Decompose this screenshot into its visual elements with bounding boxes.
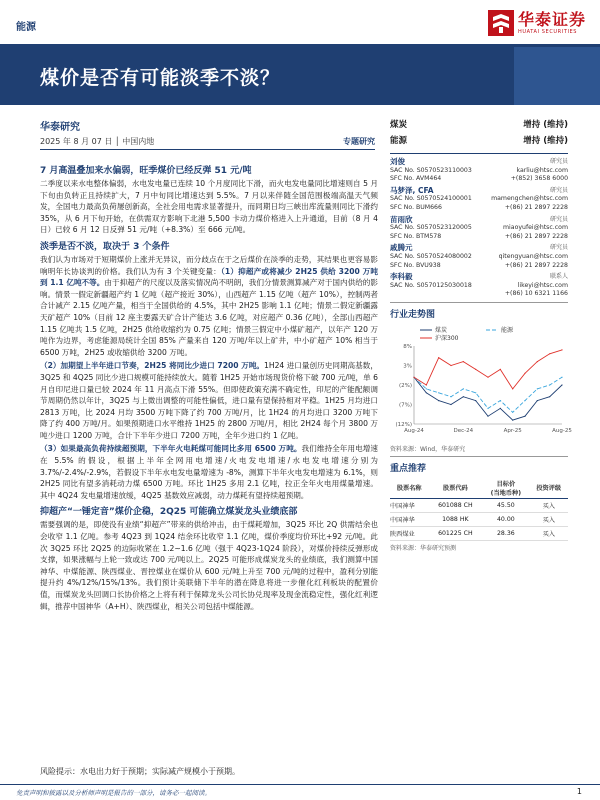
rating-value: 增持 (维持) [523,120,568,130]
paragraph-text: 由于抑超产的尺度以及落实情况尚不明朗，我们分情景测算减产对于国内供给的影响。情景一假定新疆超产约 1 亿吨（超产接近 30%），山西超产 1.15 亿吨（超产 10%），控制两者合计减产 2.15 亿吨产量，相当于全国供给的 4.5%，其中 2H25 影响 1.1 亿吨；情景二假定新疆露天矿超产 10%（目前 12 座主要露天矿合计产能达 3.6 亿吨，对应超产 0.36 亿吨），全部山西超产 1.15 亿吨共 1.5 亿吨，2H25 供给收缩约为 0.75 亿吨；情景三假定中小煤矿超产，以年产 120 万吨作为边界，考虑能源局统计全国 85% 产量来自 120 万吨/年以上矿井，中小矿超产 10% 相当于 6500 万吨，2H25 或收缩供给 3200 万吨。 [40,278,378,357]
paragraph [40,360,378,441]
analyst-phone: +(852) 3658 6000 [510,175,568,183]
sidebar-rule [390,302,568,303]
sidebar-rule [390,456,568,457]
series-point [500,369,501,370]
series-point [537,361,538,362]
analyst-role: 研究员 [549,244,568,252]
disclaimer: 免责声明和披露以及分析师声明是报告的一部分，请务必一起阅读。 [16,789,211,797]
paragraph [40,519,378,612]
series-point [561,384,562,385]
legend-label: 能源 [501,326,514,334]
series-point [463,388,464,389]
analyst-name: 李科毅 [390,272,413,282]
analyst-card [390,216,568,242]
y-tick-label: 3% [403,363,412,370]
col-head-target-unit: (当地币种) [490,489,522,497]
chart-svg [390,324,572,442]
paragraph-text: 1H24 进口量创历史同期高基数，3Q25 和 4Q25 同比少进口规模可能持续放大。随着 1H25 开始市场现货价格下破 700 元/吨，单 6 月自印尼进口量已较 2024 年 11 月高点下滑 55%。但即使政策充满不确定性，印尼的产能配额调节周期仍然以年计，3Q25 与上微出调整的可能性偏低，进口量有望保持相对平稳。1H25 月均进口 2813 万吨，比 2024 月均 3500 万吨下降了约 700 万吨/月，比 1H24 的月均进口 3200 万吨下降了约 400 万吨/月。如果预期进口水平维持 1H25 的 2800 万吨/月，相比 2H24 每个月 3800 万吨少进口 1200 万吨，合计下半年少进口 7200 万吨，全年少进口约 1 亿吨。 [40,361,378,440]
table-title: 重点推荐 [390,463,427,474]
series-point [512,419,513,420]
paragraph [40,178,378,236]
analyst-email[interactable]: karliu@htsc.com [516,166,568,174]
recommendation-table [390,478,568,541]
rating-sector: 煤炭 [390,120,408,130]
analyst-card [390,187,568,213]
cell-rating: 买入 [530,512,569,526]
table-row [390,512,568,526]
legend-label: 沪深300 [435,334,459,342]
analyst-role: 联系人 [549,273,568,281]
y-tick-label: (12%) [395,421,412,428]
cell-name: 中国神华 [390,512,428,526]
cell-name: 陕西煤业 [390,526,428,540]
risk-note: 风险提示：水电出力好于预期；实际减产规模小于预期。 [40,767,240,776]
analyst-sac: SAC No. S0570524100001 [390,195,472,203]
research-brand: 华泰研究 [40,122,80,133]
series-point [438,357,439,358]
series-point [524,400,525,401]
series-point [438,392,439,393]
col-head-target [482,478,529,499]
series-point [450,396,451,397]
paragraph-lead: （1）抑超产或将减少 2H25 供给 3200 万吨到 1.1 亿吨不等。 [40,266,378,288]
huatai-logo-icon [488,10,514,36]
analyst-sfc: SFC No. BTM578 [390,232,442,240]
series-point [512,388,513,389]
meta-rule [40,149,375,150]
legend-label: 煤炭 [435,326,448,334]
analyst-sfc: SFC No. BVU938 [390,261,441,269]
series-point [537,400,538,401]
analyst-card [390,244,568,270]
table-body [390,498,568,540]
rating-row [390,118,568,134]
logo-name-cn: 华泰证券 [517,10,586,29]
ratings [390,118,568,150]
col-head-name: 股票名称 [390,478,428,499]
paragraph-lead: （3）如果最高负荷持续超预期，下半年火电耗煤可能同比多用 6500 万吨。 [40,444,302,454]
series-point [426,388,427,389]
series-point [487,377,488,378]
analyst-name: 苗雨欣 [390,214,413,224]
report-meta [40,118,375,146]
analyst-phone: +(86) 10 6321 1166 [504,290,568,298]
report-date: 2025 年 8 月 07 日 │ 中国内地 [40,137,155,146]
x-tick-label: Dec-24 [453,427,474,434]
paragraph-text: 二季度以来水电整体偏弱，水电发电量已连续 10 个月度同比下滑，而火电发电量同比增速则自 5 月下旬由负转正且持续扩大，7 月中旬同比增速达到 5.5%。7 月以来伴随全国范围极端高温天气频发，全国电力最高负荷屡创新高，全社会用电需求显著提升，而同期日均三峡出库流量则同比下滑约 35%，从 6 月下旬开始，在供需双方影响下北港 5,500 卡动力煤价格进入上升通道，目前（8 月 4 日）已较 6 月 12 日反弹 51 元/吨（+8.3%）至 666 元/吨。 [40,179,378,235]
rating-value: 增持 (维持) [523,136,568,146]
analyst-sac: SAC No. S0570524080002 [390,252,472,260]
analyst-role: 研究员 [549,158,568,165]
series-point [549,396,550,397]
footer-rule [0,784,600,785]
y-tick-label: 8% [403,343,412,350]
page-number: 1 [576,787,582,796]
rating-row [390,134,568,150]
paragraph-text: 我们维持全年用电增速在 5.5% 的假设，根据上半年全网用电增速/火电发电增速/水电发电增速分别为 3.7%/-2.4%/-2.9%，若假设下半年水电发电量增速为 -8%，测算下半年火电发电增速为 6.1%，则 2H25 同比有望多消耗动力煤 6500 万吨。环比 1H25 多用 2.1 亿吨，拉正全年火电用煤量增速。其中 4Q24 发电量增速放缓，4Q25 基数效应减弱，动力煤耗有望持续超预期。 [40,444,379,500]
col-head-target-label: 目标价 [496,480,516,488]
sector-tag: 能源 [16,22,36,33]
logo-name-en: HUATAI SECURITIES [517,29,578,35]
analyst-email[interactable]: likeyi@htsc.com [517,281,568,289]
series-line-2 [414,377,562,412]
industry-trend-chart [390,324,572,442]
analyst-role: 研究员 [549,215,568,223]
rating-sector: 能源 [390,136,408,146]
analyst-sfc: SFC No. BUM666 [390,203,442,211]
y-tick-label: (2%) [398,382,412,389]
chart-title: 行业走势图 [390,309,436,320]
series-point [475,392,476,393]
series-line-1 [414,377,562,420]
x-tick-label: Aug-25 [552,427,572,434]
x-tick-label: Apr-25 [503,427,522,434]
report-title: 煤价是否有可能淡季不淡？ [40,67,281,89]
cell-rating: 买入 [530,498,569,512]
series-point [413,377,414,378]
sidebar [390,118,572,552]
cell-code: 601088 CH [428,498,482,512]
series-point [463,361,464,362]
table-row [390,526,568,540]
title-band [0,47,600,105]
cell-rating: 买入 [530,526,569,540]
report-body [40,160,378,614]
series-point [561,349,562,350]
series-point [450,365,451,366]
cell-code: 601225 CH [428,526,482,540]
series-point [524,416,525,417]
analyst-phone: +(86) 21 2897 2228 [504,203,568,211]
cell-target: 40.00 [482,512,529,526]
series-point [500,400,501,401]
table-source: 资料来源：华泰研究预测 [390,544,457,552]
analyst-sac: SAC No. S0570523120005 [390,224,472,232]
paragraph [40,443,378,501]
section-heading: 淡季是否不淡，取决于 3 个条件 [40,241,170,252]
analyst-sac: SAC No. S0570523110003 [390,166,472,174]
analyst-email[interactable]: mamengchen@htsc.com [491,195,568,203]
series-point [500,408,501,409]
series-point [537,388,538,389]
paragraph-text: 我们认为市场对于短期煤价上涨并无异议，而分歧点在于之后煤价在淡季的走势，其结果也更容易影响明年长协谈判的价格。我们认为有 3 个关键变量： [40,254,378,276]
paragraph [40,254,378,358]
x-tick-label: Aug-24 [404,427,424,434]
analyst-name: 马梦泽, CFA [390,185,434,195]
series-point [487,408,488,409]
table-row [390,498,568,512]
series-point [450,404,451,405]
series-point [426,392,427,393]
top-bar [0,0,600,48]
chart-source: 资料来源：Wind，华泰研究 [390,445,466,453]
series-point [475,400,476,401]
cell-target: 28.36 [482,526,529,540]
huatai-logo [488,10,586,36]
analyst-email[interactable]: miaoyufei@htsc.com [503,224,568,232]
series-point [475,369,476,370]
series-point [524,373,525,374]
analyst-role: 研究员 [549,186,568,194]
series-point [549,384,550,385]
analyst-sfc: SFC No. AVM464 [390,175,442,183]
analyst-name: 刘俊 [390,157,405,166]
analyst-card [390,273,568,299]
series-point [487,416,488,417]
analyst-list [390,158,568,299]
paragraph-lead: （2）加期望上半年进口节奏，2H25 将同比少进口 7200 万吨。 [40,361,265,371]
col-head-rating: 投资评级 [530,478,569,499]
analyst-name: 戚腾元 [390,243,413,253]
cell-code: 1088 HK [428,512,482,526]
analyst-card [390,158,568,184]
series-line-3 [414,350,562,389]
title-band-stripe [514,47,600,105]
series-point [549,353,550,354]
series-point [561,377,562,378]
col-head-code: 股票代码 [428,478,482,499]
y-tick-label: (7%) [398,402,412,409]
series-point [512,412,513,413]
analyst-email[interactable]: qitengyuan@htsc.com [498,252,568,260]
series-point [426,384,427,385]
series-point [438,400,439,401]
analyst-phone: +(86) 21 2897 2228 [504,232,568,240]
paragraph-text: 需要强调的是，即使没有业绩“抑超产”带来的供给冲击，由于煤耗增加，3Q25 环比 2Q 供需结余也会收窄 1.1 亿吨。参考 4Q23 到 1Q24 结余环比收窄 1.1 亿吨，煤价季度均价环比+92 元/吨。此次 3Q25 环比 2Q25 的边际收紧在 1.2~1.6 亿吨（强于 4Q23-1Q24 阶段），对煤价持续反弹形成支撑，如果涨幅与上轮一致或达 700 元/吨以上。2Q25 可能形成煤炭龙头的业绩底，我们测算中国神华、中煤能源、陕西煤业、晋控煤业在煤价从 600 元/吨上升至 700 元/吨的过程中，盈利分别能提升约 4%/12%/15%/13%。我们预计美联储下半年的潜在降息将进一步催化红利板块的配置价值，而煤炭龙头回调口长协价格之上将有利于保障龙头公司长协兑现率及现金流稳定性，强化红利逻辑，推荐中国神华（A+H）、陕西煤业，相关公司包括中煤能源。 [40,520,378,611]
section-heading: 抑超产“一锤定音”煤价企稳，2Q25 可能确立煤炭龙头业绩底部 [40,507,298,518]
report-type: 专题研究 [343,137,375,146]
series-point [463,396,464,397]
section-heading: 7 月高温叠加来水偏弱，旺季煤价已经反弹 51 元/吨 [40,166,252,176]
analyst-phone: +(86) 21 2897 2228 [504,261,568,269]
cell-name: 中国神华 [390,498,428,512]
cell-target: 45.50 [482,498,529,512]
analyst-sac: SAC No. S0570125030018 [390,281,472,289]
sidebar-rule [390,153,568,154]
